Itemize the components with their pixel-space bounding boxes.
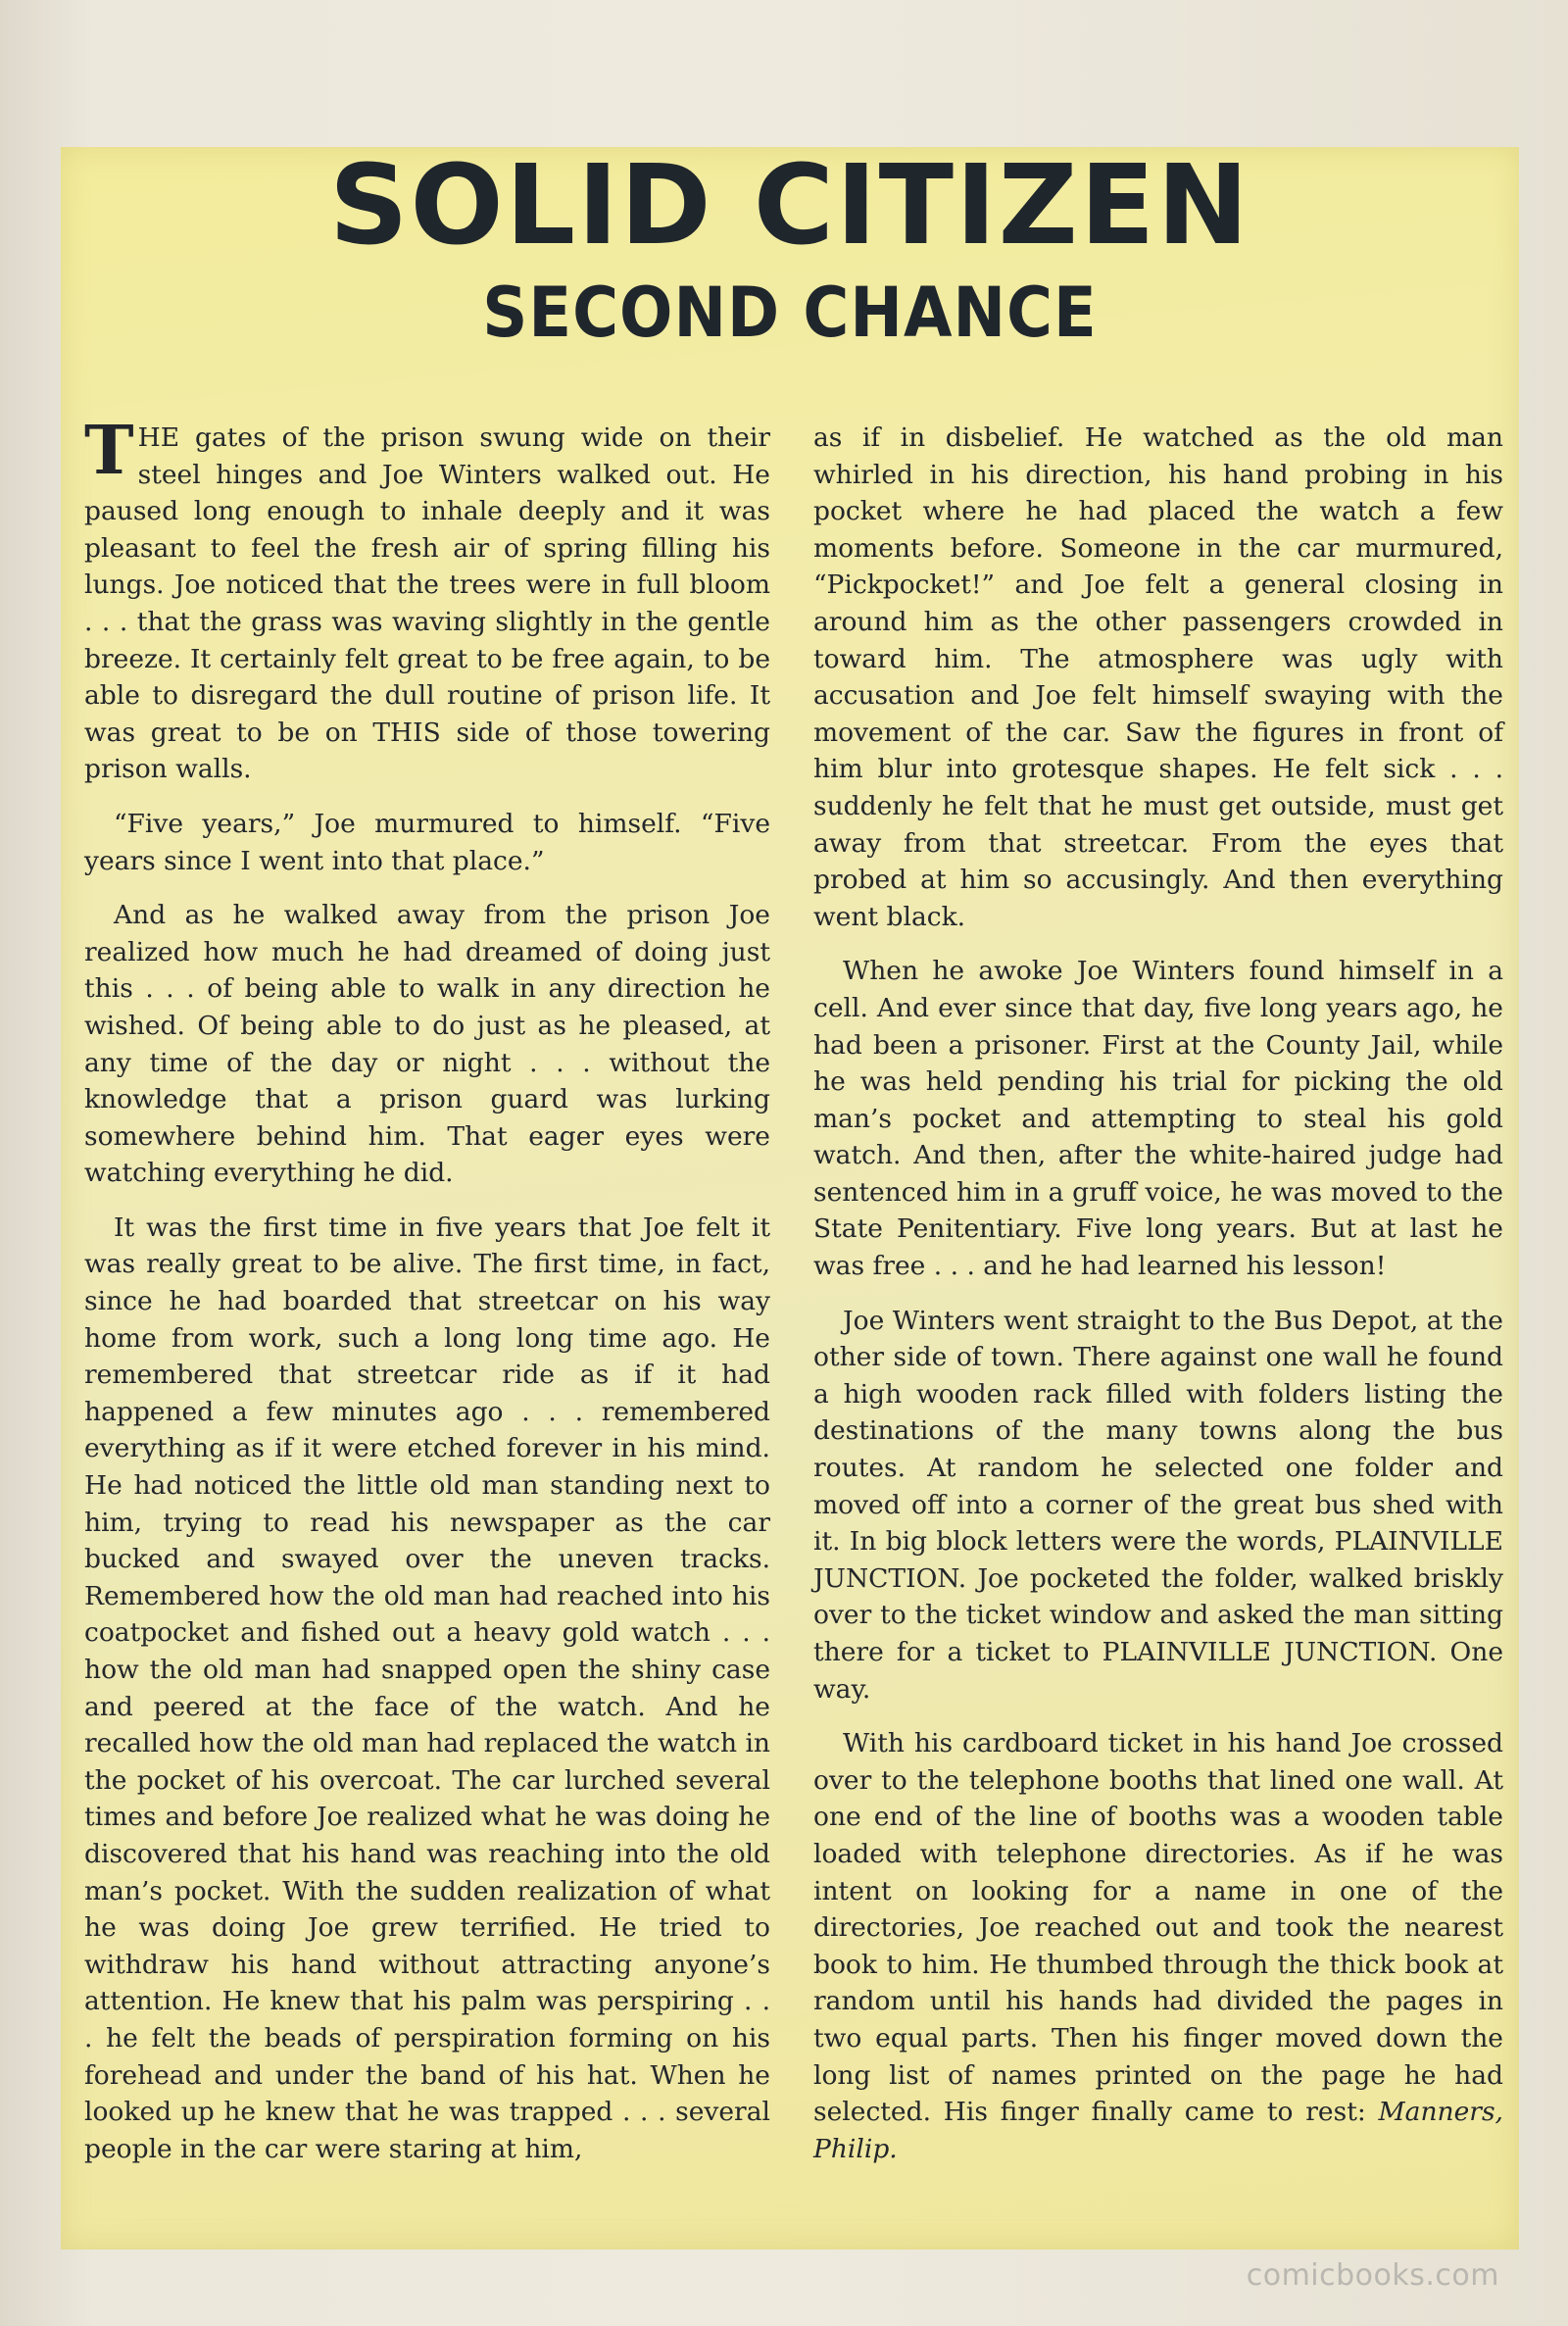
paragraph-1-text: HE gates of the prison swung wide on their steel hinges and Joe Winters walked out. He paused long enough to inhale deeply and it was pleasant to feel the fresh air of spring filling his lungs. Joe noticed that the trees were in full bloom . . . that the grass was waving slightly in the gentle breeze. It certainly felt great to be free again, to be able to disregard the dull routine of prison life. It was great to be on THIS side of those towering prison walls. — [84, 422, 770, 785]
final-name: Manners, Philip. — [813, 2097, 1503, 2164]
paragraph-6: When he awoke Joe Winters found himself in a cell. And ever since that day, five long years ago, he had been a prisoner. First at the County Jail, while he was held pending his trial for picking the old man’s pocket and attempting to steal his gold watch. And then, after the white-haired judge had sentenced him in a gruff voice, he was moved to the State Penitentiary. Five long years. But at last he was free . . . and he had learned his lesson! — [813, 956, 1503, 1282]
paragraph-8-text: With his cardboard ticket in his hand Joe crossed over to the telephone booths that lined one wall. At one end of the line of booths was a wooden table loaded with telephone directories. As if he was intent on looking for a name in one of the directories, Joe reached out and took the nearest book to him. He thumbed through the thick book at random until his hands had divided the pages in two equal parts. Then his finger moved down the long list of names printed on the page he had selected. His finger finally came to rest: — [813, 1728, 1503, 2128]
paragraph-3: And as he walked away from the prison Joe realized how much he had dreamed of doing just this . . . of being able to walk in any direction he wished. Of being able to do just as he pleased, at any time of the day or night . . . without the knowledge that a prison guard was lurking somewhere behind him. That eager eyes were watching everything he did. — [84, 900, 770, 1189]
paragraph-2: “Five years,” Joe murmured to himself. “Five years since I went into that place.” — [84, 808, 770, 876]
paragraph-1 — [84, 412, 770, 788]
paragraph-8 — [813, 1725, 1503, 2167]
paragraph-7: Joe Winters went straight to the Bus Depot, at the other side of town. There against one wall he found a high wooden rack filled with folders listing the destinations of the many towns along the bus routes. At random he selected one folder and moved off into a corner of the great bus shed with it. In big block letters were the words, PLAINVILLE JUNCTION. Joe pocketed the folder, walked briskly over to the ticket window and asked the man sitting there for a ticket to PLAINVILLE JUNCTION. One way. — [813, 1305, 1503, 1705]
story-subtitle: SECOND CHANCE — [482, 273, 1098, 354]
drop-cap: T — [84, 412, 134, 490]
paragraph-5: as if in disbelief. He watched as the old man whirled in his direction, his hand probing in his pocket where he had placed the watch a few moments before. Someone in the car murmured, “Pickpocket!” and Joe felt a general closing in around him as the other passengers crowded in toward him. The atmosphere was ugly with accusation and Joe felt himself swaying with the movement of the car. Saw the figures in front of him blur into grotesque shapes. He felt sick . . . suddenly he felt that he must get outside, must get away from that streetcar. From the eyes that probed at him so accusingly. And then everything went black. — [813, 422, 1503, 932]
left-column — [84, 412, 770, 2185]
paragraph-4: It was the first time in five years that Joe felt it was really great to be alive. The first time, in fact, since he had boarded that streetcar on his way home from work, such a long long time ago. He remembered that streetcar ride as if it had happened a few minutes ago . . . remembered everything as if it were etched forever in his mind. He had noticed the little old man standing next to him, trying to read his newspaper as the car bucked and swayed over the uneven tracks. Remembered how the old man had reached into his coatpocket and fished out a heavy gold watch . . . how the old man had snapped open the shiny case and peered at the face of the watch. And he recalled how the old man had replaced the watch in the pocket of his overcoat. The car lurched several times and before Joe realized what he was doing he discovered that his hand was reaching into the old man’s pocket. With the sudden realization of what he was doing Joe grew terrified. He tried to withdraw his hand without attracting anyone’s attention. He knew that his palm was perspiring . . . he felt the beads of perspiration forming on his forehead and under the band of his hat. When he looked up he knew that he was trapped . . . several people in the car were staring at him, — [84, 1212, 770, 2164]
story-title: SOLID CITIZEN — [328, 142, 1251, 270]
site-watermark: comicbooks.com — [1246, 2258, 1499, 2293]
right-column — [813, 420, 1503, 2185]
